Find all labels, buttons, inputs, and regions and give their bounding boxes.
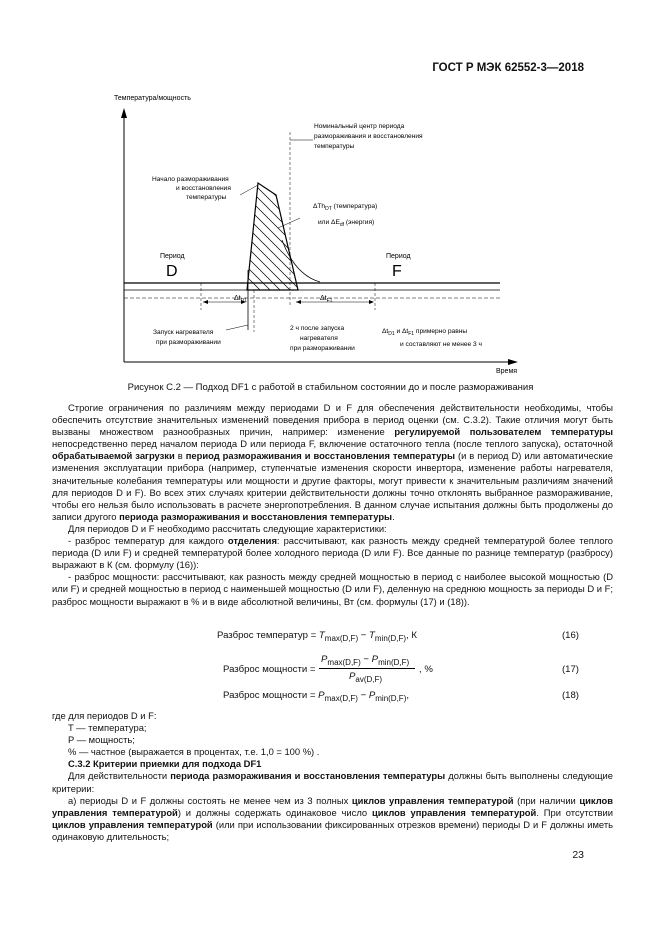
approx-equal-note: $\Delta t_{D1}$ и $\Delta t_{F1}$ примерно равны и составляют не менее 3 ч bbox=[382, 328, 482, 348]
y-axis-arrow-icon bbox=[121, 108, 127, 118]
x-axis-label: Время bbox=[496, 368, 518, 375]
def-p: P — мощность; bbox=[68, 734, 135, 746]
fraction-bar bbox=[319, 668, 415, 669]
def-pct: % — частное (выражается в процентах, т.е. 1,0 = 100 %) . bbox=[68, 746, 320, 758]
figure-caption: Рисунок С.2 — Подход DF1 с работой в стабильном состоянии до и после размораживания bbox=[127, 382, 534, 393]
def-t: T — температура; bbox=[68, 722, 147, 734]
period-d-word: Период bbox=[160, 253, 185, 260]
standard-header: ГОСТ Р МЭК 62552-3—2018 bbox=[432, 62, 584, 74]
hatch-area bbox=[150, 180, 370, 290]
heater-start-note: Запуск нагревателя при размораживании bbox=[153, 329, 221, 346]
two-hours-note: 2 ч после запуска нагревателя при размораживании bbox=[290, 325, 355, 352]
period-f-word: Период bbox=[386, 253, 411, 260]
delta-f-label: $\Delta t_{F1}$ bbox=[320, 295, 333, 304]
body-text-2 bbox=[52, 710, 613, 843]
page-number: 23 bbox=[572, 849, 584, 861]
paragraph-3: - разброс температур для каждого отделения: рассчитывают, как разность между средней температурой более теплого периода (D или F) и средней температурой более холодного периода (D или F). Все данные по разнице температур (разбросу) выражают в К (см. формулу (16)): bbox=[52, 535, 613, 571]
where-line: где для периодов D и F: bbox=[52, 710, 157, 721]
paragraph-4: - разброс мощности: рассчитывают, как разность между средней мощностью в период с наиболее высокой мощностью (D или F) и средней мощностью в период с наименьшей мощностью (D или F), деленную на среднюю мощность за периоды D и F; разброс мощности выражают в % и в виде абсолютной величины, Вт (см. формулы (17) и (18)). bbox=[52, 571, 613, 607]
formula-18-number: (18) bbox=[561, 690, 579, 701]
formula-17-number: (17) bbox=[561, 664, 579, 675]
defrost-peak bbox=[247, 183, 298, 290]
y-axis-label: Температура/мощность bbox=[114, 95, 191, 102]
delta-note: ΔTh$_{DT}$ (температура) или $\Delta E_{df}$ (энергия) bbox=[313, 203, 378, 228]
paragraph-5: Для действительности периода размораживания и восстановления температуры должны быть выполнены следующие критерии: bbox=[52, 770, 613, 794]
formula-18: Разброс мощности = $P_{max(D,F)} - P_{min(D,F)}$, bbox=[223, 690, 410, 703]
start-defrost-note: Начало размораживания и восстановления температуры bbox=[152, 176, 231, 201]
delta-d-label: $\Delta t_{D1}$ bbox=[234, 295, 248, 304]
formula-16: Разброс температур = $T_{max(D,F)} - T_{min(D,F)}$, К bbox=[217, 630, 417, 643]
formula-16-number: (16) bbox=[561, 630, 579, 641]
section-c32-heading: С.3.2 Критерии приемки для подхода DF1 bbox=[68, 758, 262, 770]
period-f-letter: F bbox=[392, 263, 402, 280]
paragraph-1: Строгие ограничения по различиям между периодами D и F для обеспечения действительности необходимы, чтобы обеспечить отсутствие значительных изменений поведения прибора в период оценки (см. С.3.2). Такие отличия могут быть вызваны множеством разнообразных причин, например: изменение регулируемой пользователем температуры непосредственно перед началом периода D или периода F, включение остаточного тепла (после теплого запуска), остаточной обрабатываемой загрузки в период размораживания и восстановления температуры (и в период D) или автоматические изменения эксплуатации прибора (например, ступенчатые изменения скорости инвертора, изменение работы нагревателя, значительные колебания температуры или мощности и другие факторы, могут привести к значительным различиям значений для периодов D и F). Во всех этих случаях критерии действительности должны точно отклонять выбранное размораживание, чтобы его нельзя было использовать в расчете энергопотребления. В данном случае испытания должны быть продолжены до записи другого периода размораживания и восстановления температуры. bbox=[52, 402, 613, 522]
nominal-center-note: Номинальный центр периода размораживания и восстановления температуры bbox=[314, 123, 423, 150]
paragraph-6: а) периоды D и F должны состоять не менее чем из 3 полных циклов управления температурой (при наличии циклов управления температурой) и должны содержать одинаковое число циклов управления температурой. При отсутствии циклов управления температурой (или при использовании фиксированных отрезков времени) периоды D и F должны иметь одинаковую длительность; bbox=[52, 794, 614, 842]
x-axis-arrow-icon bbox=[508, 359, 518, 365]
paragraph-2: Для периодов D и F необходимо рассчитать следующие характеристики: bbox=[68, 522, 387, 534]
body-text bbox=[52, 402, 613, 608]
figure-c2 bbox=[0, 0, 661, 380]
period-d-letter: D bbox=[166, 263, 178, 280]
defrost-diagram bbox=[0, 0, 661, 380]
